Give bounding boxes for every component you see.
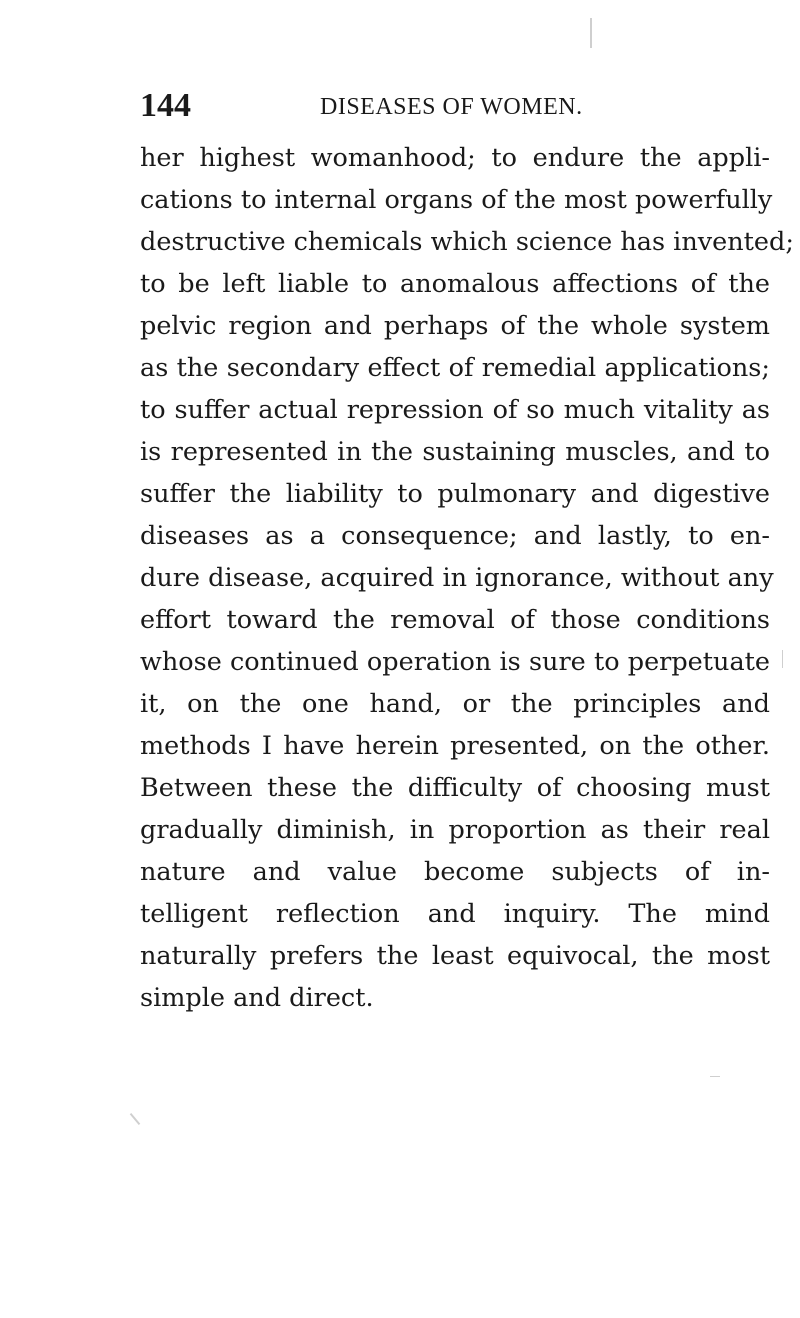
text-line: simple and direct. <box>140 983 374 1013</box>
running-title: DISEASES OF WOMEN. <box>320 94 583 120</box>
text-line: to be left liable to anomalous affections of the <box>140 269 770 299</box>
scan-mark <box>590 18 592 48</box>
text-line: suffer the liability to pulmonary and digestive <box>140 479 770 509</box>
text-line: her highest womanhood; to endure the appli- <box>140 143 770 173</box>
text-line: gradually diminish, in proportion as their real <box>140 815 770 845</box>
body-text <box>140 137 794 1019</box>
text-line: methods I have herein presented, on the other. <box>140 731 770 761</box>
page-number: 144 <box>140 87 191 124</box>
text-line: Between these the difficulty of choosing must <box>140 773 770 803</box>
text-line: naturally prefers the least equivocal, the most <box>140 941 770 971</box>
scan-mark <box>710 1076 720 1077</box>
text-line: effort toward the removal of those conditions <box>140 605 770 635</box>
text-line: whose continued operation is sure to perpetuate <box>140 647 770 677</box>
text-line: cations to internal organs of the most powerfully <box>140 185 773 215</box>
text-line: is represented in the sustaining muscles, and to <box>140 437 770 467</box>
scan-mark <box>782 650 783 668</box>
text-line: diseases as a consequence; and lastly, to en- <box>140 521 770 551</box>
text-line: pelvic region and perhaps of the whole system <box>140 311 770 341</box>
text-line: to suffer actual repression of so much vitality as <box>140 395 770 425</box>
text-line: it, on the one hand, or the principles and <box>140 689 770 719</box>
scan-mark <box>130 1113 141 1125</box>
text-line: as the secondary effect of remedial applications; <box>140 353 770 383</box>
text-line: destructive chemicals which science has invented; <box>140 227 794 257</box>
text-line: nature and value become subjects of in- <box>140 857 770 887</box>
running-head <box>140 86 770 126</box>
text-line: dure disease, acquired in ignorance, without any <box>140 563 774 593</box>
text-line: telligent reflection and inquiry. The mind <box>140 899 770 929</box>
